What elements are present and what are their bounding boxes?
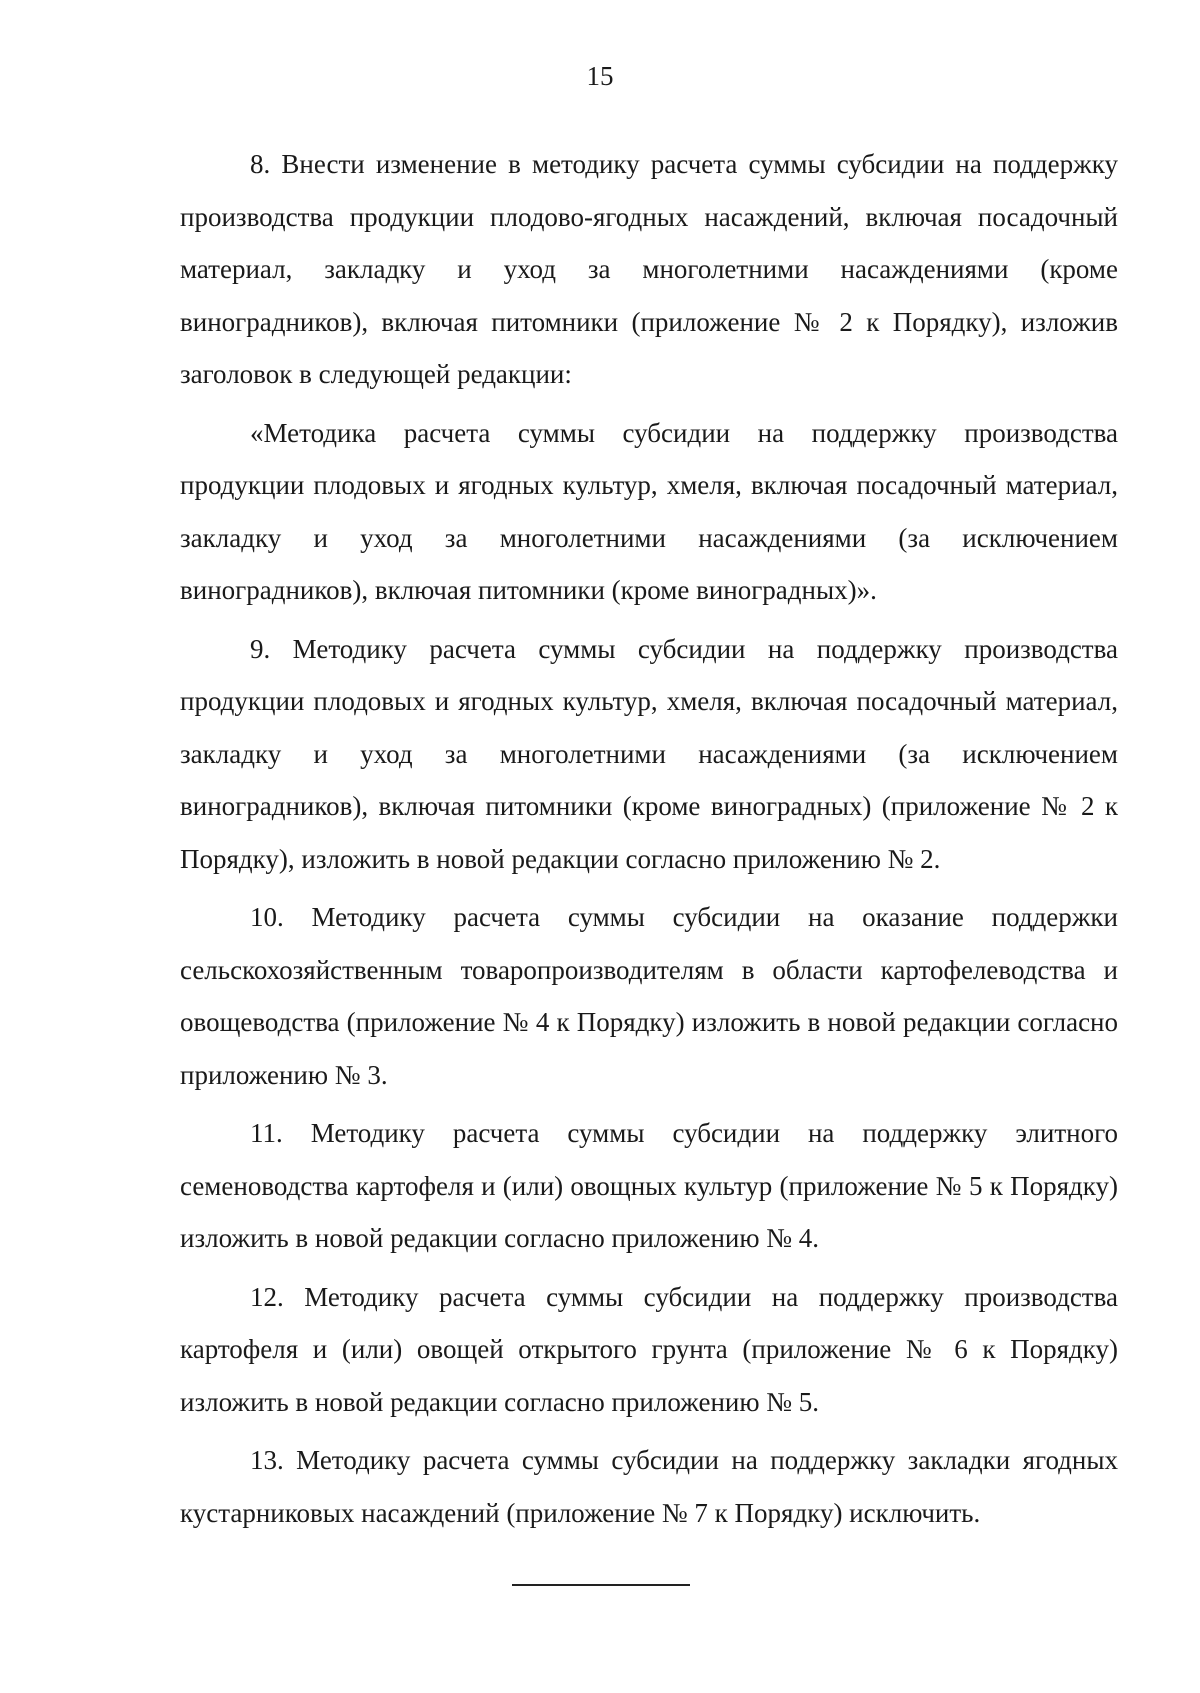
document-body xyxy=(180,138,1118,1545)
end-separator-line xyxy=(512,1584,690,1586)
paragraph-8: 8. Внести изменение в методику расчета суммы субсидии на поддержку производства продукции плодово-ягодных насаждений, включая посадочный материал, закладку и уход за многолетними насаждениями (кроме виноградников), включая питомники (приложение № 2 к Порядку), изложив заголовок в следующей редакции: xyxy=(180,149,1118,389)
paragraph-11: 11. Методику расчета суммы субсидии на поддержку элитного семеноводства картофеля и (или) овощных культур (приложение № 5 к Порядку) изложить в новой редакции согласно приложению № 4. xyxy=(180,1118,1118,1253)
paragraph-8-quote: «Методика расчета суммы субсидии на поддержку производства продукции плодовых и ягодных культур, хмеля, включая посадочный материал, закладку и уход за многолетними насаждениями (за исключением виноградников), включая питомники (кроме виноградных)». xyxy=(180,417,1118,605)
page-number: 15 xyxy=(586,61,614,91)
paragraph-12: 12. Методику расчета суммы субсидии на поддержку производства картофеля и (или) овощей открытого грунта (приложение № 6 к Порядку) изложить в новой редакции согласно приложению № 5. xyxy=(180,1281,1118,1417)
paragraph-13: 13. Методику расчета суммы субсидии на поддержку закладки ягодных кустарниковых насаждений (приложение № 7 к Порядку) исключить. xyxy=(180,1445,1118,1528)
paragraph-9: 9. Методику расчета суммы субсидии на поддержку производства продукции плодовых и ягодных культур, хмеля, включая посадочный материал, закладку и уход за многолетними насаждениями (за исключением виноградников), включая питомники (кроме виноградных) (приложение № 2 к Порядку), изложить в новой редакции согласно приложению № 2. xyxy=(180,633,1118,874)
paragraph-10: 10. Методику расчета суммы субсидии на оказание поддержки сельскохозяйственным товаропроизводителям в области картофелеводства и овощеводства (приложение № 4 к Порядку) изложить в новой редакции согласно приложению № 3. xyxy=(180,902,1118,1090)
